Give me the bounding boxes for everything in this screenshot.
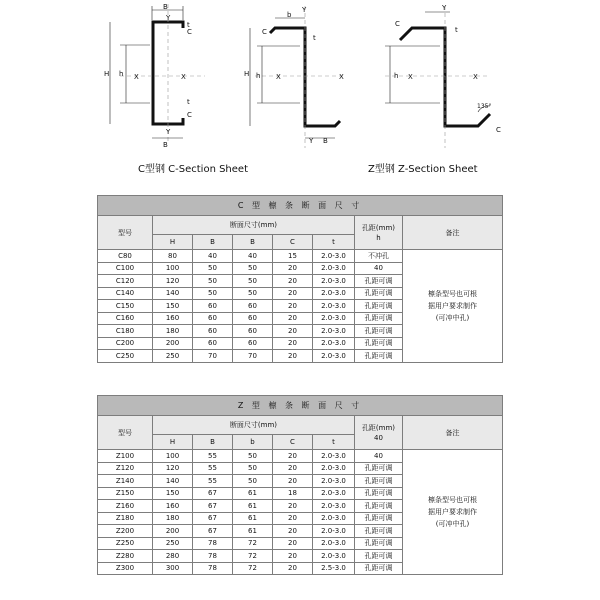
z-table-body (98, 450, 503, 575)
za-label-C-bottom: C (496, 126, 501, 134)
note-line: 檩条型号也可根 (428, 289, 477, 298)
c-label-C-bottom: C (187, 111, 192, 119)
table-cell: 60 (193, 300, 233, 313)
table-cell: 2.0-3.0 (313, 300, 355, 313)
za-label-Y-top: Y (442, 4, 447, 12)
table-cell: 40 (355, 450, 403, 463)
c-sub-header: H (153, 235, 193, 250)
table-cell: 2.0-3.0 (313, 262, 355, 275)
table-cell: 180 (153, 512, 193, 525)
table-cell: 2.0-3.0 (313, 312, 355, 325)
c-col-hole-label: 孔距(mm) (361, 223, 396, 232)
table-cell: 孔距可调 (355, 325, 403, 338)
table-cell: 50 (233, 450, 273, 463)
c-label-X-left: X (134, 73, 139, 81)
table-cell: 20 (273, 475, 313, 488)
table-cell: 2.0-3.0 (313, 550, 355, 563)
za-label-h: h (394, 72, 399, 80)
table-cell: 100 (153, 262, 193, 275)
table-cell: 160 (153, 312, 193, 325)
table-cell: 50 (233, 475, 273, 488)
z-col-hole-label: 孔距(mm) (361, 423, 396, 432)
z-label-h: h (256, 72, 261, 80)
c-label-h: h (119, 70, 124, 78)
table-cell: 60 (233, 300, 273, 313)
table-cell: 2.0-3.0 (313, 287, 355, 300)
c-label-H: H (104, 70, 110, 78)
table-cell: 60 (233, 312, 273, 325)
c-sub-header: t (313, 235, 355, 250)
table-cell: 250 (153, 350, 193, 363)
table-cell: 140 (153, 287, 193, 300)
note-cell (403, 450, 503, 575)
table-cell: 孔距可调 (355, 487, 403, 500)
table-cell: 67 (193, 525, 233, 538)
table-cell: C160 (98, 312, 153, 325)
c-section-caption: C型钢 C-Section Sheet (138, 164, 248, 175)
table-cell: 55 (193, 450, 233, 463)
table-cell: Z280 (98, 550, 153, 563)
table-cell: 61 (233, 525, 273, 538)
table-cell: 20 (273, 262, 313, 275)
c-table-body (98, 250, 503, 363)
z-label-Y-bottom: Y (309, 137, 314, 145)
table-row (98, 250, 503, 263)
table-cell: Z140 (98, 475, 153, 488)
table-cell: Z250 (98, 537, 153, 550)
table-cell: 72 (233, 562, 273, 575)
table-cell: 61 (233, 500, 273, 513)
table-cell: Z100 (98, 450, 153, 463)
za-label-angle: 135° (477, 103, 492, 110)
za-label-t: t (455, 26, 458, 34)
table-cell: 20 (273, 325, 313, 338)
table-cell: 20 (273, 512, 313, 525)
table-cell: C180 (98, 325, 153, 338)
table-cell: 20 (273, 350, 313, 363)
table-cell: 100 (153, 450, 193, 463)
table-cell: 孔距可调 (355, 550, 403, 563)
table-cell: 20 (273, 287, 313, 300)
table-cell: 孔距可调 (355, 312, 403, 325)
table-cell: C80 (98, 250, 153, 263)
c-table-title: C 型 檩 条 断 面 尺 寸 (98, 196, 503, 216)
c-sub-header: C (273, 235, 313, 250)
table-cell: 70 (193, 350, 233, 363)
table-cell: 300 (153, 562, 193, 575)
table-cell: 20 (273, 312, 313, 325)
table-cell: C200 (98, 337, 153, 350)
c-label-B-top: B (163, 3, 168, 11)
z-sub-header: B (193, 435, 233, 450)
table-cell: 40 (355, 262, 403, 275)
table-cell: 120 (153, 462, 193, 475)
table-cell: 2.0-3.0 (313, 525, 355, 538)
c-label-X-right: X (181, 73, 186, 81)
table-cell: 孔距可调 (355, 512, 403, 525)
table-cell: 200 (153, 525, 193, 538)
table-cell: 120 (153, 275, 193, 288)
table-cell: 60 (193, 325, 233, 338)
table-cell: 2.0-3.0 (313, 512, 355, 525)
table-cell: 50 (193, 275, 233, 288)
table-cell: 2.0-3.0 (313, 350, 355, 363)
z-section-table (97, 395, 503, 575)
z-col-hole-sub: 40 (374, 433, 383, 442)
table-cell: 20 (273, 525, 313, 538)
table-cell: 20 (273, 337, 313, 350)
note-line: (可冲中孔) (435, 520, 470, 528)
table-cell: 50 (233, 262, 273, 275)
z-label-X-left: X (276, 73, 281, 81)
c-label-t-bottom: t (187, 98, 190, 106)
section-diagrams (0, 0, 600, 190)
table-cell: 2.0-3.0 (313, 450, 355, 463)
table-cell: 孔距可调 (355, 275, 403, 288)
table-cell: 67 (193, 500, 233, 513)
table-cell: Z180 (98, 512, 153, 525)
table-cell: 280 (153, 550, 193, 563)
table-cell: 2.0-3.0 (313, 337, 355, 350)
z-label-t: t (313, 34, 316, 42)
table-cell: 孔距可调 (355, 337, 403, 350)
note-line: 据用户要求制作 (428, 301, 477, 310)
table-cell: 61 (233, 512, 273, 525)
z-angled-section-diagram (385, 4, 501, 148)
table-cell: 2.0-3.0 (313, 250, 355, 263)
table-cell: 250 (153, 537, 193, 550)
table-cell: 2.0-3.0 (313, 487, 355, 500)
table-cell: 2.0-3.0 (313, 462, 355, 475)
c-section-table (97, 195, 503, 363)
c-label-C-top: C (187, 28, 192, 36)
table-cell: 40 (233, 250, 273, 263)
table-cell: 20 (273, 300, 313, 313)
z-sub-header: H (153, 435, 193, 450)
c-section-profile (153, 22, 183, 124)
table-cell: Z120 (98, 462, 153, 475)
table-cell: C250 (98, 350, 153, 363)
table-cell: 2.0-3.0 (313, 325, 355, 338)
table-cell: 78 (193, 550, 233, 563)
z-col-model: 型号 (98, 416, 153, 450)
c-sub-header: B (193, 235, 233, 250)
table-cell: 61 (233, 487, 273, 500)
z-label-X-right: X (339, 73, 344, 81)
z-label-H: H (244, 70, 250, 78)
note-line: 据用户要求制作 (428, 508, 478, 516)
table-cell: 140 (153, 475, 193, 488)
table-cell: 孔距可调 (355, 462, 403, 475)
c-col-hole (355, 216, 403, 250)
table-cell: 80 (153, 250, 193, 263)
table-cell: 160 (153, 500, 193, 513)
table-cell: 60 (233, 325, 273, 338)
z-label-B: B (323, 137, 328, 145)
table-cell: Z150 (98, 487, 153, 500)
za-label-X-right: X (473, 73, 478, 81)
c-col-model: 型号 (98, 216, 153, 250)
c-label-Y-bottom: Y (166, 128, 171, 136)
table-cell: 150 (153, 487, 193, 500)
table-cell: 50 (233, 462, 273, 475)
table-cell: 40 (193, 250, 233, 263)
table-cell: 2.0-3.0 (313, 537, 355, 550)
table-cell: 67 (193, 512, 233, 525)
table-cell: 50 (233, 287, 273, 300)
z-label-b: b (287, 11, 292, 19)
z-col-note: 备注 (403, 416, 503, 450)
z-sub-header: C (273, 435, 313, 450)
table-cell: 55 (193, 462, 233, 475)
table-cell: C120 (98, 275, 153, 288)
table-cell: 60 (193, 337, 233, 350)
note-line: (可冲中孔) (435, 313, 470, 322)
table-cell: 孔距可调 (355, 537, 403, 550)
table-cell: 70 (233, 350, 273, 363)
c-label-B-bottom: B (163, 141, 168, 149)
table-cell: 2.0-3.0 (313, 275, 355, 288)
z-section-diagram (244, 6, 345, 148)
table-cell: 78 (193, 562, 233, 575)
table-cell: 孔距可调 (355, 287, 403, 300)
table-cell: 20 (273, 462, 313, 475)
za-label-X-left: X (408, 73, 413, 81)
c-sub-header: B (233, 235, 273, 250)
table-cell: 孔距可调 (355, 562, 403, 575)
table-cell: Z300 (98, 562, 153, 575)
table-cell: C150 (98, 300, 153, 313)
table-cell: Z160 (98, 500, 153, 513)
table-cell: 20 (273, 275, 313, 288)
c-col-section: 断面尺寸(mm) (153, 216, 355, 235)
table-cell: 20 (273, 550, 313, 563)
z-col-section: 断面尺寸(mm) (153, 416, 355, 435)
table-cell: 孔距可调 (355, 475, 403, 488)
c-label-Y-top: Y (166, 14, 171, 22)
c-col-hole-sub: h (376, 233, 381, 242)
table-cell: 孔距可调 (355, 500, 403, 513)
table-cell: 20 (273, 450, 313, 463)
table-cell: 67 (193, 487, 233, 500)
table-cell: 55 (193, 475, 233, 488)
table-cell: C140 (98, 287, 153, 300)
table-cell: 2.0-3.0 (313, 500, 355, 513)
table-cell: 72 (233, 550, 273, 563)
table-cell: 15 (273, 250, 313, 263)
table-cell: 60 (193, 312, 233, 325)
z-label-Y-top: Y (302, 6, 307, 14)
note-cell (403, 250, 503, 363)
note-line: 檩条型号也可根 (428, 496, 478, 504)
table-cell: 78 (193, 537, 233, 550)
table-cell: 2.0-3.0 (313, 475, 355, 488)
table-cell: 150 (153, 300, 193, 313)
table-cell: 不冲孔 (355, 250, 403, 263)
table-cell: C100 (98, 262, 153, 275)
table-cell: 孔距可调 (355, 525, 403, 538)
z-sub-header: t (313, 435, 355, 450)
table-cell: 60 (233, 337, 273, 350)
table-cell: Z200 (98, 525, 153, 538)
table-cell: 20 (273, 500, 313, 513)
table-cell: 20 (273, 537, 313, 550)
table-cell: 孔距可调 (355, 350, 403, 363)
table-cell: 2.5-3.0 (313, 562, 355, 575)
c-label-t-top: t (187, 21, 190, 29)
table-cell: 50 (233, 275, 273, 288)
z-table-title: Z 型 檩 条 断 面 尺 寸 (98, 396, 503, 416)
table-cell: 孔距可调 (355, 300, 403, 313)
z-sub-header: b (233, 435, 273, 450)
table-cell: 72 (233, 537, 273, 550)
c-col-note: 备注 (403, 216, 503, 250)
table-cell: 18 (273, 487, 313, 500)
z-section-caption: Z型钢 Z-Section Sheet (368, 164, 478, 175)
table-cell: 50 (193, 287, 233, 300)
c-section-diagram (104, 3, 205, 149)
table-cell: 200 (153, 337, 193, 350)
table-cell: 50 (193, 262, 233, 275)
table-cell: 20 (273, 562, 313, 575)
z-col-hole (355, 416, 403, 450)
za-label-C-top: C (395, 20, 400, 28)
table-cell: 180 (153, 325, 193, 338)
table-row (98, 450, 503, 463)
z-label-C: C (262, 28, 267, 36)
